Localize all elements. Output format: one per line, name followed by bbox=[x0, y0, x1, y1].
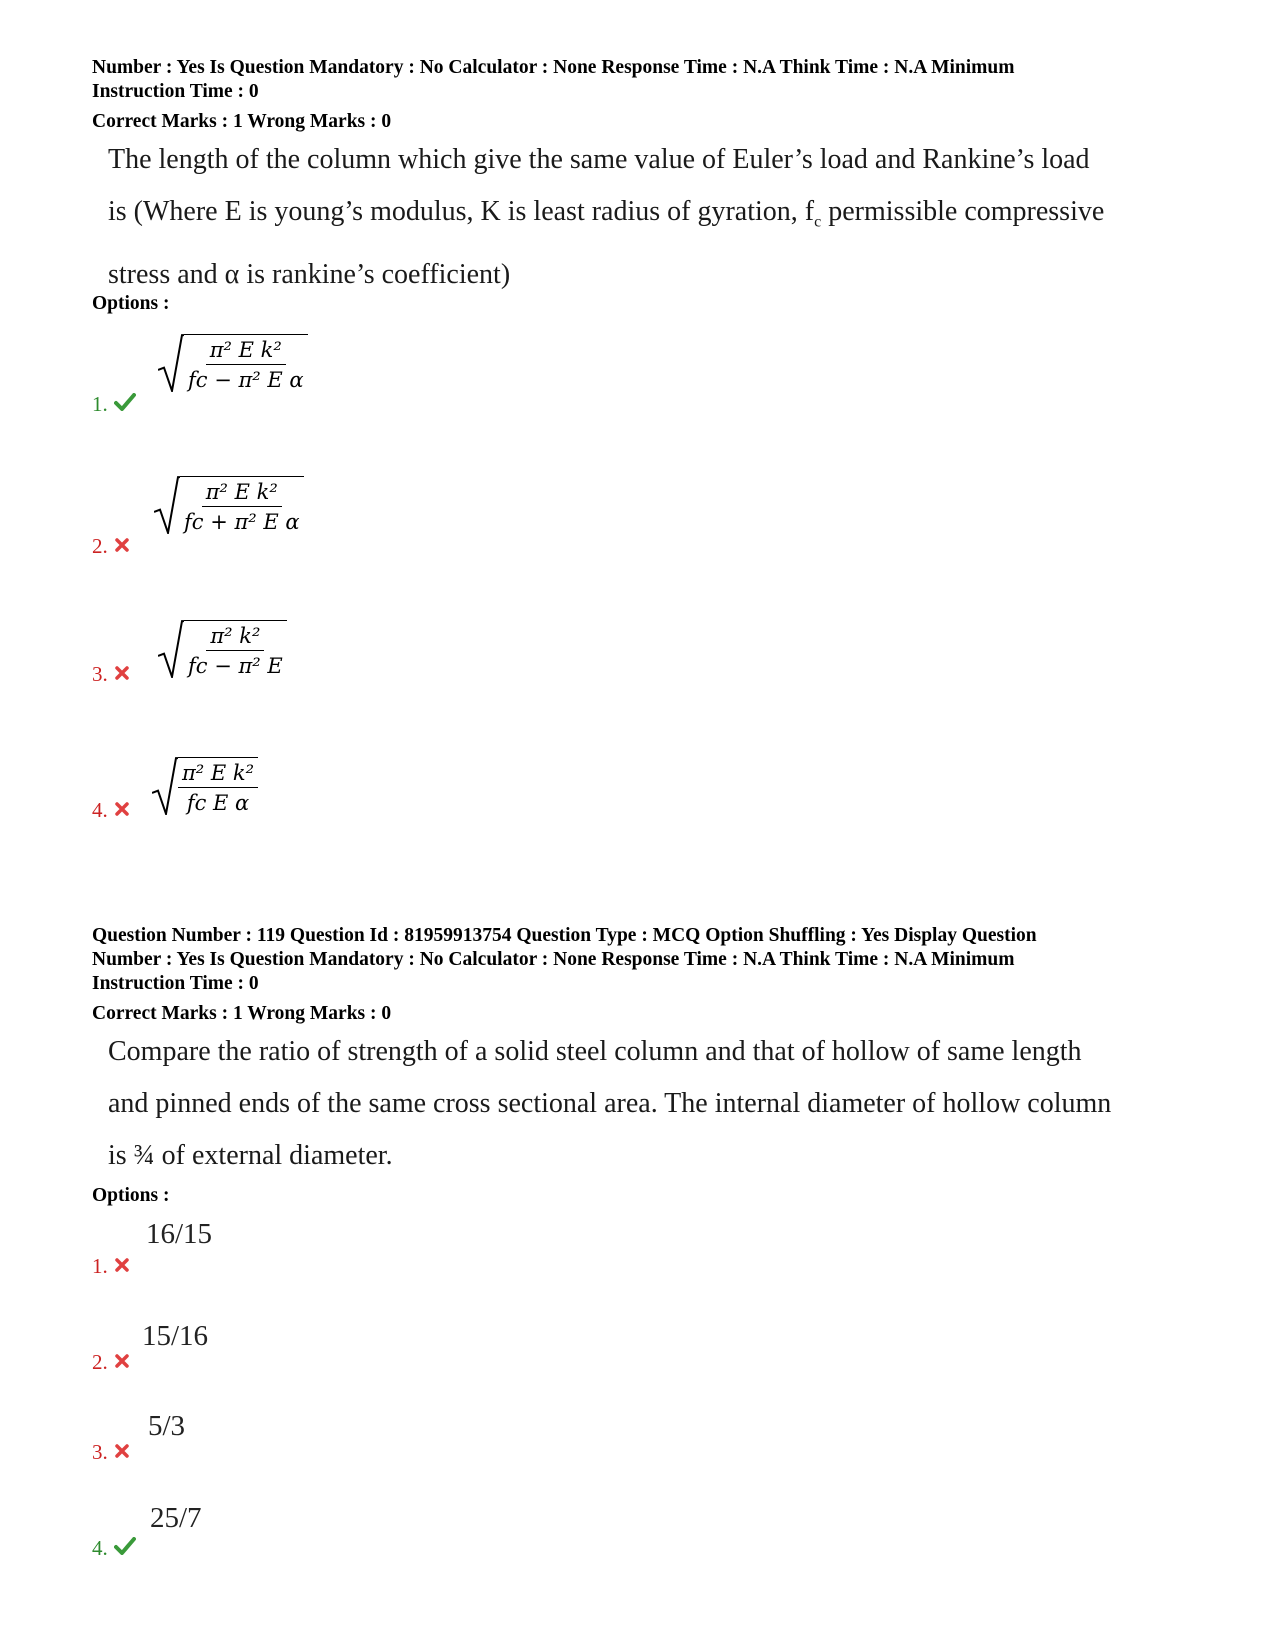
q2-meta-line1: Question Number : 119 Question Id : 81959913754 Question Type : MCQ Option Shuffling : Yes Display Question bbox=[92, 925, 1037, 946]
q1-option4-numerator: π² E k² bbox=[178, 761, 258, 788]
q2-options-label: Options : bbox=[92, 1185, 170, 1206]
q1-option1-number: 1. bbox=[92, 392, 108, 416]
cross-icon bbox=[114, 1440, 130, 1465]
q2-text-line1: Compare the ratio of strength of a solid steel column and that of hollow of same length bbox=[108, 1036, 1082, 1067]
cross-icon bbox=[114, 798, 130, 823]
q2-meta-line2: Number : Yes Is Question Mandatory : No Calculator : None Response Time : N.A Think Time : N.A Minimum bbox=[92, 949, 1015, 970]
q2-option1-number: 1. bbox=[92, 1254, 108, 1278]
q2-text-line2: and pinned ends of the same cross sectional area. The internal diameter of hollow column bbox=[108, 1088, 1112, 1119]
q1-text-line2b: permissible compressive bbox=[821, 196, 1105, 227]
q1-options-label: Options : bbox=[92, 293, 170, 314]
cross-icon bbox=[114, 1254, 130, 1279]
q1-option1-numerator: π² E k² bbox=[206, 338, 286, 365]
sqrt-icon bbox=[158, 334, 184, 392]
sqrt-icon bbox=[154, 476, 180, 534]
q1-option2[interactable] bbox=[92, 534, 130, 559]
q1-option2-numerator: π² E k² bbox=[202, 480, 282, 507]
q2-meta-line3: Instruction Time : 0 bbox=[92, 973, 259, 994]
q1-option4-number: 4. bbox=[92, 798, 108, 822]
q1-option3-number: 3. bbox=[92, 662, 108, 686]
q2-option4-value: 25/7 bbox=[150, 1502, 202, 1534]
q2-option3-number: 3. bbox=[92, 1440, 108, 1464]
q1-text-line2-sub: c bbox=[814, 213, 822, 231]
q1-option3-numerator: π² k² bbox=[206, 624, 264, 651]
q1-option1-denominator: fc − π² E α bbox=[188, 368, 304, 392]
q1-option1[interactable] bbox=[92, 392, 136, 417]
q1-option2-denominator: fc + π² E α bbox=[184, 510, 300, 534]
q1-question-text bbox=[108, 134, 1188, 301]
q2-option4[interactable] bbox=[92, 1536, 136, 1561]
q2-marks: Correct Marks : 1 Wrong Marks : 0 bbox=[92, 1003, 392, 1024]
q1-option2-formula bbox=[154, 476, 304, 534]
q2-option1[interactable] bbox=[92, 1254, 130, 1279]
q1-option3-formula bbox=[158, 620, 287, 678]
sqrt-icon bbox=[152, 757, 178, 815]
q1-meta-line2: Instruction Time : 0 bbox=[92, 81, 259, 102]
q2-option2-number: 2. bbox=[92, 1350, 108, 1374]
cross-icon bbox=[114, 662, 130, 687]
q2-option4-number: 4. bbox=[92, 1536, 108, 1560]
q1-option4-denominator: fc E α bbox=[186, 791, 250, 815]
q2-option2-value: 15/16 bbox=[142, 1320, 209, 1352]
cross-icon bbox=[114, 1350, 130, 1375]
check-icon bbox=[114, 1536, 136, 1561]
q1-text-line3: stress and α is rankine’s coefficient) bbox=[108, 258, 511, 290]
sqrt-icon bbox=[158, 620, 184, 678]
q2-option3-value: 5/3 bbox=[148, 1410, 186, 1442]
q1-option3[interactable] bbox=[92, 662, 130, 687]
q2-option3[interactable] bbox=[92, 1440, 130, 1465]
q1-meta-line1: Number : Yes Is Question Mandatory : No Calculator : None Response Time : N.A Think Time : N.A Minimum bbox=[92, 57, 1015, 78]
q1-text-line2a: is (Where E is young’s modulus, K is least radius of gyration, f bbox=[108, 196, 815, 227]
check-icon bbox=[114, 392, 136, 417]
q2-option1-value: 16/15 bbox=[146, 1218, 213, 1250]
cross-icon bbox=[114, 534, 130, 559]
q1-option1-formula bbox=[158, 334, 308, 392]
q1-option4[interactable] bbox=[92, 798, 130, 823]
q1-text-line2 bbox=[108, 186, 1188, 249]
q1-option3-denominator: fc − π² E bbox=[188, 654, 283, 678]
q2-option2[interactable] bbox=[92, 1350, 130, 1375]
q1-marks: Correct Marks : 1 Wrong Marks : 0 bbox=[92, 111, 392, 132]
q2-text-line3: is ¾ of external diameter. bbox=[108, 1140, 393, 1171]
q1-option4-formula bbox=[152, 757, 258, 815]
q1-option2-number: 2. bbox=[92, 534, 108, 558]
q1-text-line1: The length of the column which give the same value of Euler’s load and Rankine’s load bbox=[108, 144, 1090, 175]
q2-question-text bbox=[108, 1026, 1188, 1182]
